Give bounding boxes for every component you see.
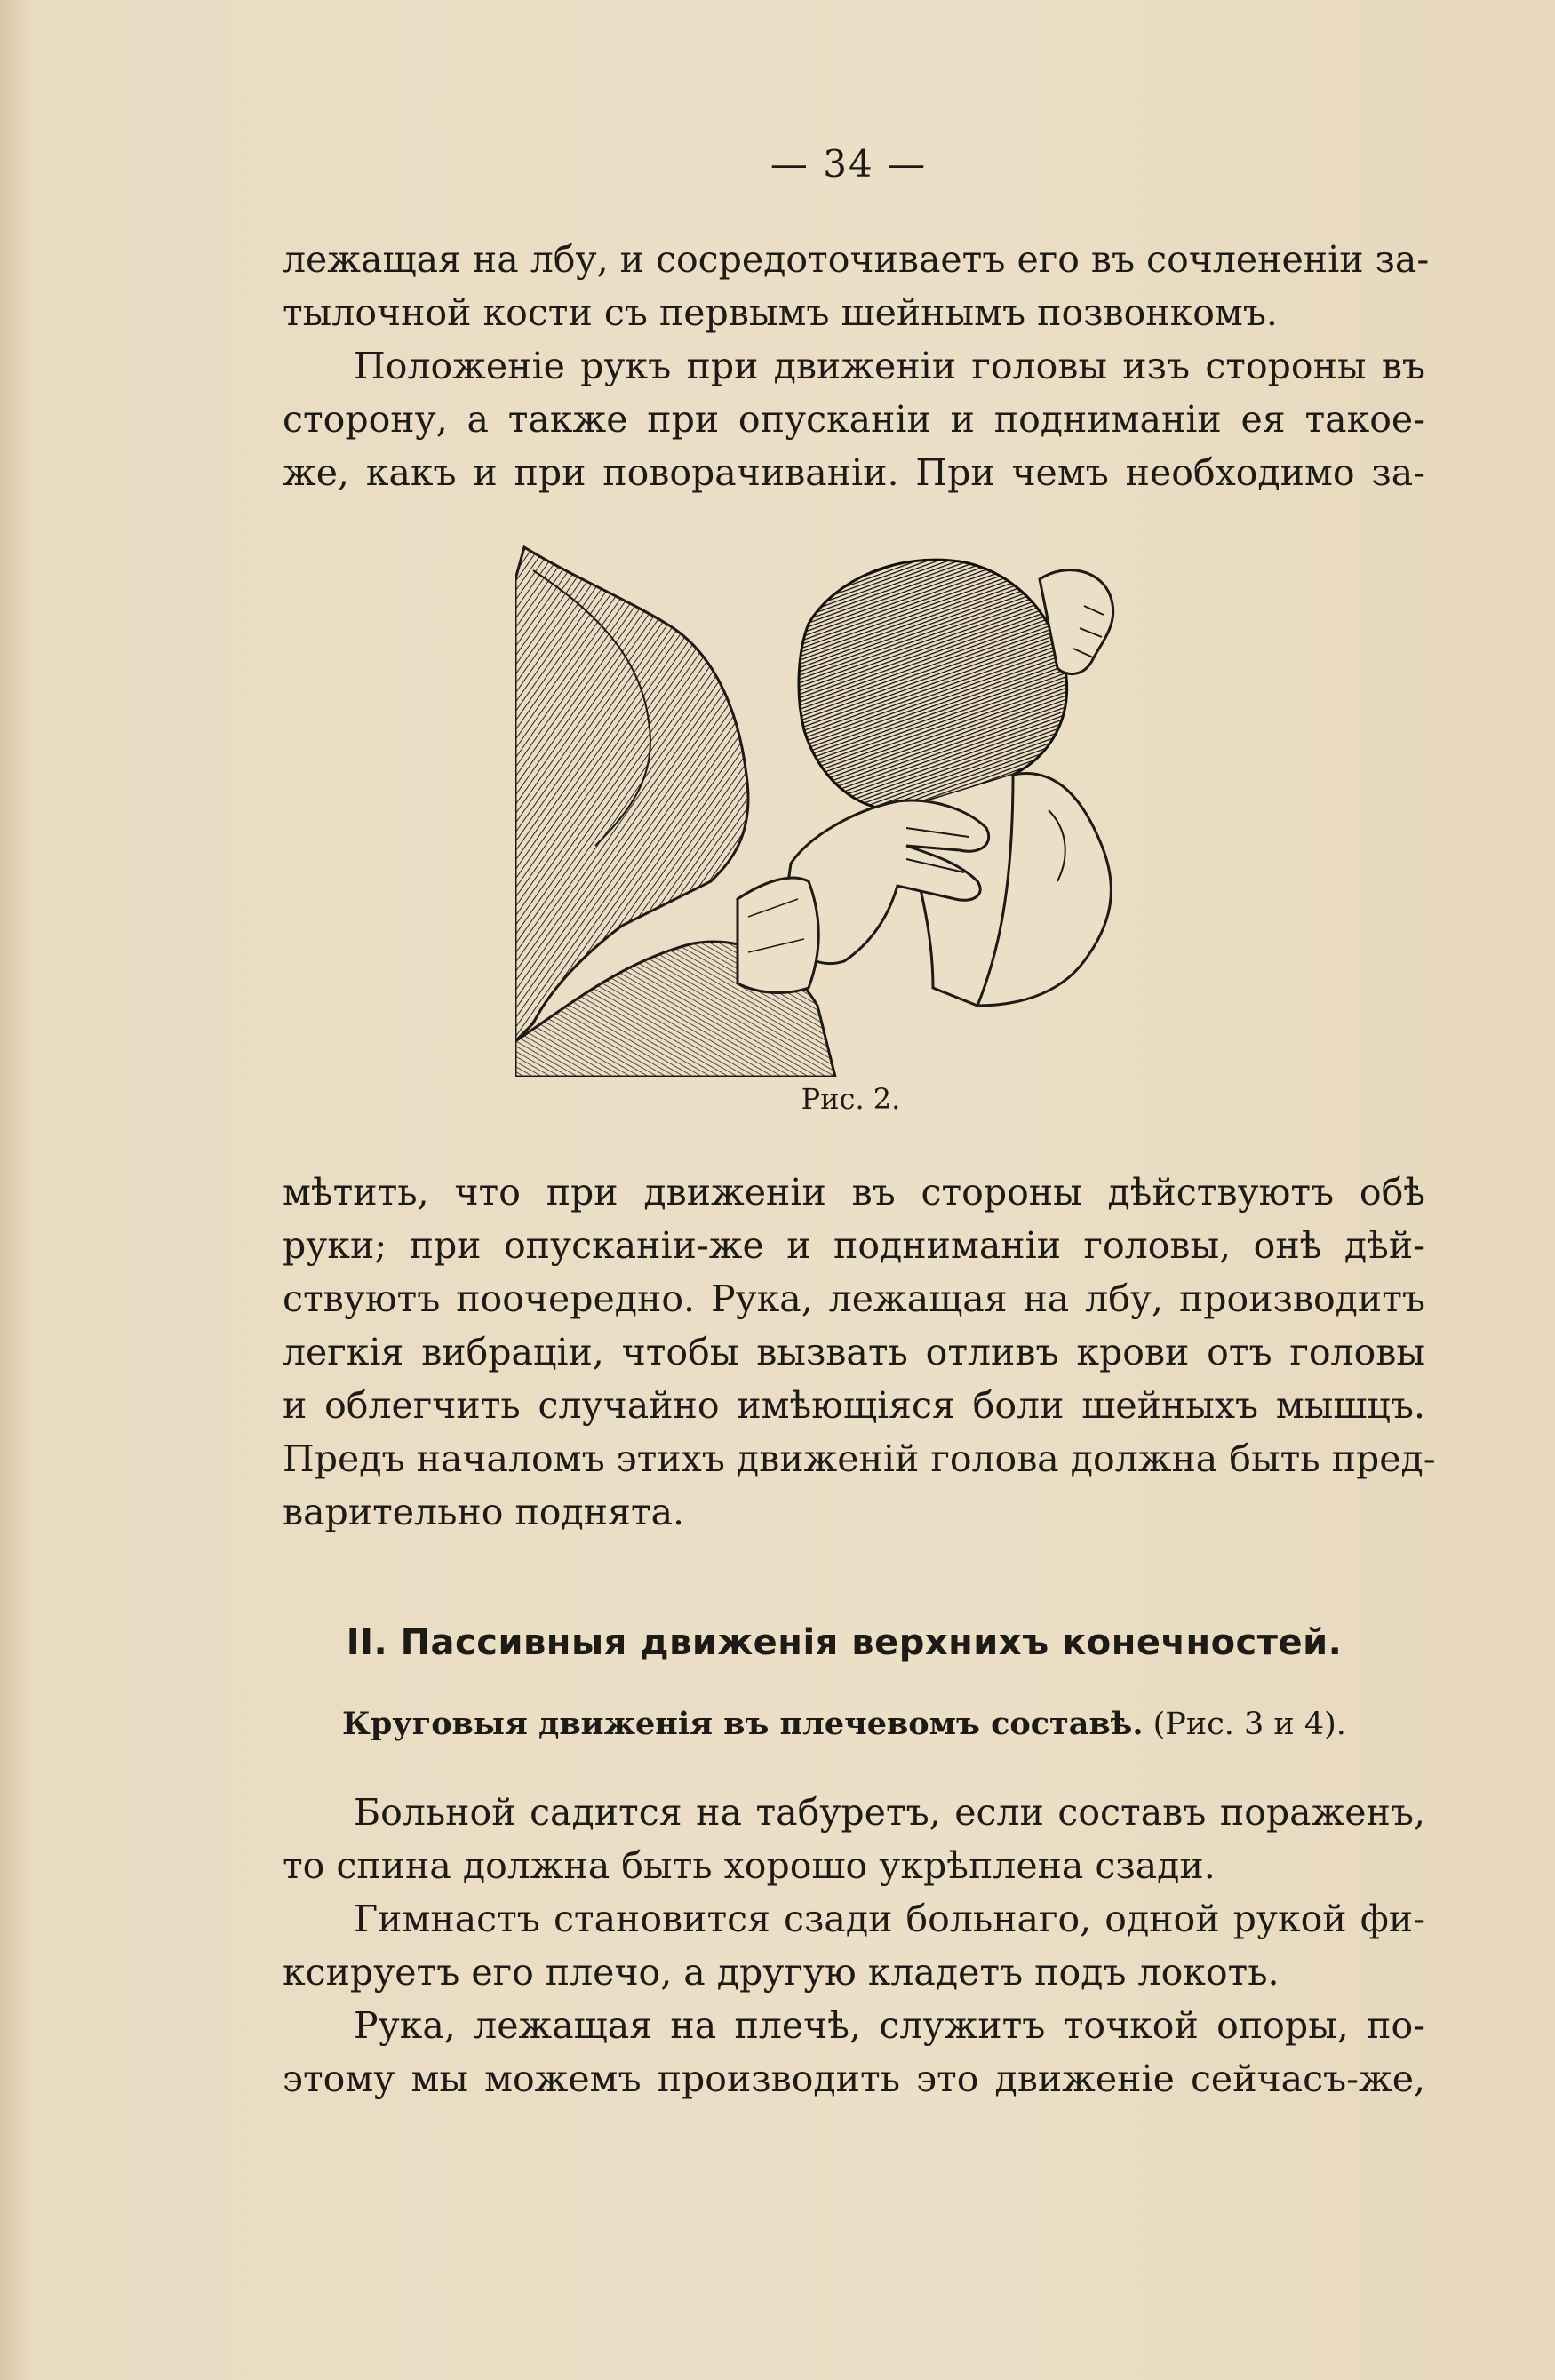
text-line: же, какъ и при поворачиваніи. При чемъ необходимо за- (283, 451, 1425, 494)
text-line: ксируетъ его плечо, а другую кладетъ подъ локоть. (283, 1951, 1280, 1994)
text-line: Рука, лежащая на плечѣ, служитъ точкой опоры, по- (354, 2004, 1425, 2047)
page-number: — 34 — (770, 142, 928, 186)
text-line: этому мы можемъ производить это движеніе сейчасъ-же, (283, 2058, 1425, 2100)
subsection-heading (0, 1706, 1555, 1742)
subheading-title: Круговыя движенія въ плечевомъ составѣ. (342, 1706, 1144, 1742)
text-line: Гимнастъ становится сзади больнаго, одной рукой фи- (354, 1898, 1425, 1940)
text-line: Предъ началомъ этихъ движеній голова должна быть пред- (283, 1437, 1436, 1480)
text-line: варительно поднята. (283, 1491, 685, 1533)
text-line: мѣтить, что при движеніи въ стороны дѣйствуютъ обѣ (283, 1171, 1425, 1214)
paragraph-block-middle (283, 1166, 1436, 1539)
paragraph-block-top (283, 233, 1430, 499)
text-line: Положеніе рукъ при движеніи головы изъ стороны въ (354, 345, 1425, 387)
engraving-head-hands-illustration (515, 544, 1155, 1077)
text-line: сторону, а также при опусканіи и подниманіи ея такое- (283, 398, 1425, 441)
figure-caption: Рис. 2. (801, 1082, 901, 1116)
text-line: руки; при опусканіи-же и подниманіи головы, онѣ дѣй- (283, 1224, 1425, 1267)
text-line: ствуютъ поочередно. Рука, лежащая на лбу, производитъ (283, 1278, 1425, 1320)
paragraph-block-bottom (283, 1786, 1425, 2105)
text-line: то спина должна быть хорошо укрѣплена сзади. (283, 1844, 1216, 1887)
text-line: легкія вибраціи, чтобы вызвать отливъ крови отъ головы (283, 1331, 1425, 1373)
text-line: лежащая на лбу, и сосредоточиваетъ его въ сочлененіи за- (283, 238, 1430, 281)
text-line: Больной садится на табуретъ, если составъ пораженъ, (354, 1791, 1425, 1834)
section-heading: II. Пассивныя движенія верхнихъ конечностей. (346, 1622, 1343, 1663)
subheading-figure-ref: (Рис. 3 и 4). (1143, 1707, 1346, 1742)
text-line: и облегчить случайно имѣющіяся боли шейныхъ мышцъ. (283, 1384, 1425, 1427)
text-line: тылочной кости съ первымъ шейнымъ позвонкомъ. (283, 291, 1278, 334)
